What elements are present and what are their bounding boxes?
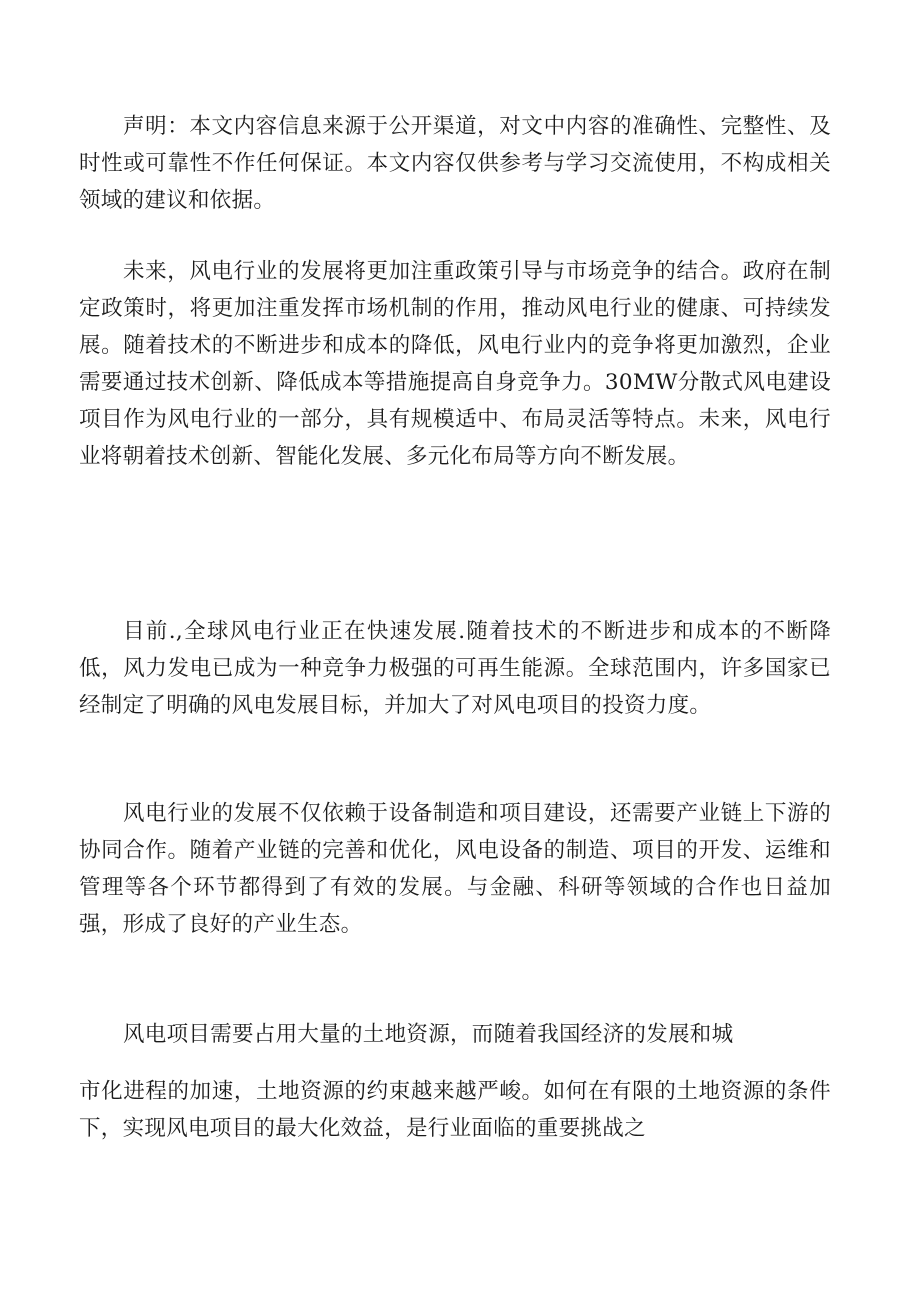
body-paragraph: 风电项目需要占用大量的土地资源，而随着我国经济的发展和城: [123, 1022, 734, 1047]
body-paragraph: 目前.,全球风电行业正在快速发展.随着技术的不断进步和成本的不断降低，风力发电已成为一种竞争力极强的可再生能源。全球范围内，许多国家已经制定了明确的风电发展目标，并加大了对风电项目的投资力度。: [79, 619, 831, 718]
body-paragraph: 风电行业的发展不仅依赖于设备制造和项目建设，还需要产业链上下游的协同合作。随着产业链的完善和优化，风电设备的制造、项目的开发、运维和管理等各个环节都得到了有效的发展。与金融、科研等领域的合作也日益加强，形成了良好的产业生态。: [79, 801, 831, 937]
body-paragraph-continuation: 市化进程的加速，土地资源的约束越来越严峻。如何在有限的土地资源的条件下，实现风电项目的最大化效益，是行业面临的重要挑战之: [79, 1079, 831, 1141]
body-paragraph: 未来，风电行业的发展将更加注重政策引导与市场竞争的结合。政府在制定政策时，将更加注重发挥市场机制的作用，推动风电行业的健康、可持续发展。随着技术的不断进步和成本的降低，风电行业内的竞争将更加激烈，企业需要通过技术创新、降低成本等措施提高自身竞争力。30MW分散式风电建设项目作为风电行业的一部分，具有规模适中、布局灵活等特点。未来，风电行业将朝着技术创新、智能化发展、多元化布局等方向不断发展。: [79, 259, 831, 469]
disclaimer-paragraph: 声明：本文内容信息来源于公开渠道，对文中内容的准确性、完整性、及时性或可靠性不作任何保证。本文内容仅供参考与学习交流使用，不构成相关领域的建议和依据。: [79, 114, 831, 213]
